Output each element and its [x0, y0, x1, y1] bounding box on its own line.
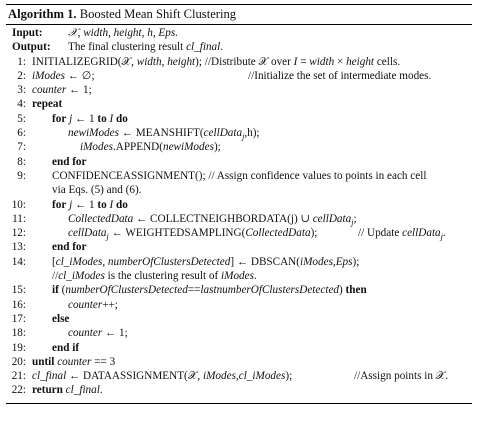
line-text: cl_final ← DATAASSIGNMENT(𝒳, iModes,cl_iModes);	[32, 370, 293, 383]
algo-line-19	[6, 341, 472, 355]
algorithm-box	[6, 4, 472, 404]
line-number: 1:	[17, 55, 26, 68]
output-line	[6, 40, 472, 54]
algo-line-22	[6, 383, 472, 397]
line-comment: //Initialize the set of intermediate modes.	[248, 69, 432, 82]
line-number: 13:	[11, 241, 26, 254]
algorithm-label: Algorithm 1.	[8, 7, 77, 21]
algo-line-15	[6, 283, 472, 297]
algo-line-14	[6, 255, 472, 269]
algo-line-21	[6, 369, 472, 383]
line-text: [cl_iModes, numberOfClustersDetected] ← DBSCAN(iModes,Eps);	[52, 255, 360, 268]
line-number: 7:	[17, 141, 26, 154]
line-number: 10:	[11, 198, 26, 211]
line-number: 5:	[17, 112, 26, 125]
algo-line-9-cont	[6, 183, 472, 197]
output-value: The final clustering result cl_final.	[68, 41, 224, 54]
input-label: Input:	[12, 27, 43, 39]
line-text: if (numberOfClustersDetected==lastnumberOfClustersDetected) then	[52, 284, 367, 297]
algo-line-20	[6, 355, 472, 369]
line-text: CollectedData ← COLLECTNEIGHBORDATA(j) ∪ cellData$_j$;	[68, 212, 357, 228]
algo-line-11	[6, 212, 472, 226]
line-text: for j ← 1 to I do	[52, 198, 128, 211]
algo-line-17	[6, 312, 472, 326]
line-number: 9:	[17, 169, 26, 182]
line-number: 19:	[11, 341, 26, 354]
line-number: 4:	[17, 98, 26, 111]
algorithm-title	[6, 5, 472, 24]
output-label: Output:	[12, 41, 51, 54]
algo-line-2	[6, 69, 472, 83]
input-line	[6, 26, 472, 40]
bottom-rule	[6, 403, 472, 404]
algo-line-7	[6, 140, 472, 154]
line-text: CONFIDENCEASSIGNMENT(); // Assign confidence values to points in each cell	[52, 169, 427, 182]
algorithm-name: Boosted Mean Shift Clustering	[79, 7, 237, 21]
line-text: newiModes ← MEANSHIFT(cellData$_j$,h);	[68, 127, 260, 142]
line-text: for j ← 1 to I do	[52, 112, 128, 125]
algo-line-5	[6, 112, 472, 126]
keyword-end-for: end for	[52, 155, 87, 168]
line-number: 15:	[11, 284, 26, 297]
algo-line-14-comment	[6, 269, 472, 283]
line-comment: //Assign points in 𝒳.	[354, 370, 449, 383]
algo-line-6	[6, 126, 472, 140]
line-number: 22:	[11, 384, 26, 397]
keyword-else: else	[52, 312, 70, 325]
line-number: 3:	[17, 84, 26, 97]
algorithm-body	[6, 25, 472, 403]
line-text: iModes.APPEND(newiModes);	[80, 141, 221, 154]
line-number: 11:	[12, 212, 26, 225]
line-text: iModes ← ∅;	[32, 69, 95, 82]
line-text: counter ← 1;	[68, 327, 128, 340]
algo-line-12	[6, 226, 472, 240]
line-text: INITIALIZEGRID(𝒳, width, height); //Distribute 𝒳 over I = width × height cells.	[32, 55, 401, 68]
line-number: 6:	[17, 127, 26, 140]
line-number: 18:	[11, 327, 26, 340]
line-number: 8:	[17, 155, 26, 168]
line-number: 2:	[17, 69, 26, 82]
line-number: 17:	[11, 312, 26, 325]
line-text: until counter == 3	[32, 355, 116, 368]
keyword-repeat: repeat	[32, 98, 63, 111]
line-comment: // Update cellData$_j$.	[358, 227, 446, 242]
algo-line-13	[6, 240, 472, 254]
algo-line-3	[6, 83, 472, 97]
line-text: counter++;	[68, 298, 118, 311]
line-number: 16:	[11, 298, 26, 311]
algo-line-18	[6, 326, 472, 340]
input-value: 𝒳, width, height, h, Eps.	[68, 27, 178, 39]
line-text: cellData$_j$ ← WEIGHTEDSAMPLING(CollectedData);	[68, 227, 318, 242]
keyword-end-for: end for	[52, 241, 87, 254]
algo-line-1	[6, 55, 472, 69]
algo-line-16	[6, 298, 472, 312]
line-text: //cl_iModes is the clustering result of iModes.	[52, 270, 257, 283]
line-text: counter ← 1;	[32, 84, 92, 97]
line-number: 20:	[11, 355, 26, 368]
keyword-end-if: end if	[52, 341, 80, 354]
algo-line-4	[6, 97, 472, 111]
algo-line-9	[6, 169, 472, 183]
line-number: 21:	[11, 370, 26, 383]
line-text: via Eqs. (5) and (6).	[52, 184, 142, 197]
algo-line-8	[6, 155, 472, 169]
line-text: return cl_final.	[32, 384, 103, 397]
line-number: 12:	[11, 227, 26, 240]
algo-line-10	[6, 198, 472, 212]
line-number: 14:	[11, 255, 26, 268]
